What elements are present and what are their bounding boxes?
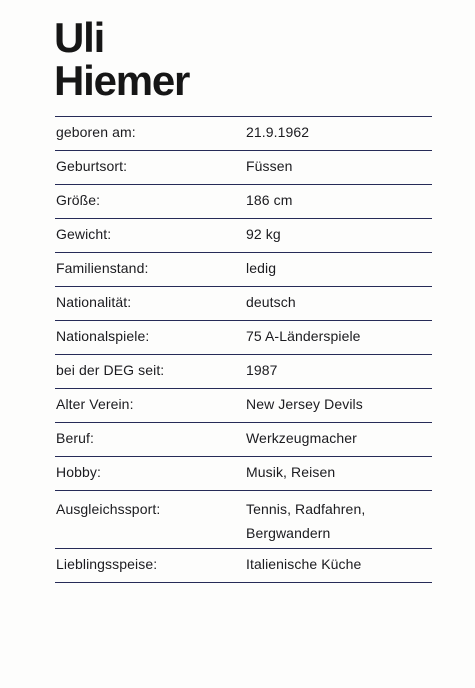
row-label: Lieblingsspeise: [56, 556, 158, 572]
player-last-name: Hiemer [54, 57, 190, 104]
row-value [246, 497, 432, 548]
row-label: Größe: [56, 192, 101, 208]
row-value-line: deutsch [246, 294, 296, 310]
row-value [246, 321, 432, 354]
row-label: Nationalspiele: [56, 328, 150, 344]
profile-row-profession [55, 422, 432, 456]
row-label: Nationalität: [56, 294, 132, 310]
profile-row-other-sports [55, 490, 432, 548]
row-label: Ausgleichssport: [56, 501, 161, 517]
row-value-line: Italienische Küche [246, 556, 362, 572]
row-value [246, 389, 432, 422]
profile-row-height [55, 184, 432, 218]
row-value-line: ledig [246, 260, 277, 276]
row-label: Gewicht: [56, 226, 112, 242]
profile-row-hobby [55, 456, 432, 490]
row-value [246, 457, 432, 490]
profile-row-favorite-food [55, 548, 432, 583]
row-value [246, 219, 432, 252]
profile-row-deg-since [55, 354, 432, 388]
player-first-name: Uli [54, 14, 105, 61]
row-value-line: Werkzeugmacher [246, 430, 357, 446]
row-value [246, 253, 432, 286]
row-value-line: 92 kg [246, 226, 281, 242]
row-label: Geburtsort: [56, 158, 128, 174]
profile-row-previous-club [55, 388, 432, 422]
profile-row-birthplace [55, 150, 432, 184]
profile-table [55, 116, 432, 583]
row-label: Familienstand: [56, 260, 149, 276]
profile-row-birthdate [55, 116, 432, 150]
row-value [246, 151, 432, 184]
row-value-line: 75 A-Länderspiele [246, 328, 361, 344]
row-label: Hobby: [56, 464, 101, 480]
row-value-line: 1987 [246, 362, 278, 378]
row-label: Beruf: [56, 430, 94, 446]
row-value-line: Musik, Reisen [246, 464, 336, 480]
row-value-line: 186 cm [246, 192, 293, 208]
profile-row-weight [55, 218, 432, 252]
row-value [246, 287, 432, 320]
row-label: Alter Verein: [56, 396, 134, 412]
row-value-line: 21.9.1962 [246, 124, 310, 140]
row-value [246, 355, 432, 388]
profile-row-marital-status [55, 252, 432, 286]
row-value-line: Füssen [246, 158, 293, 174]
row-label: bei der DEG seit: [56, 362, 165, 378]
row-value-line: New Jersey Devils [246, 396, 363, 412]
row-value-line: Bergwandern [246, 525, 331, 541]
row-value [246, 549, 432, 582]
profile-row-nationality [55, 286, 432, 320]
row-value [246, 423, 432, 456]
profile-row-international-games [55, 320, 432, 354]
row-value-line: Tennis, Radfahren, [246, 501, 366, 517]
row-value [246, 185, 432, 218]
player-name [54, 16, 189, 102]
row-value [246, 117, 432, 150]
row-label: geboren am: [56, 124, 136, 140]
